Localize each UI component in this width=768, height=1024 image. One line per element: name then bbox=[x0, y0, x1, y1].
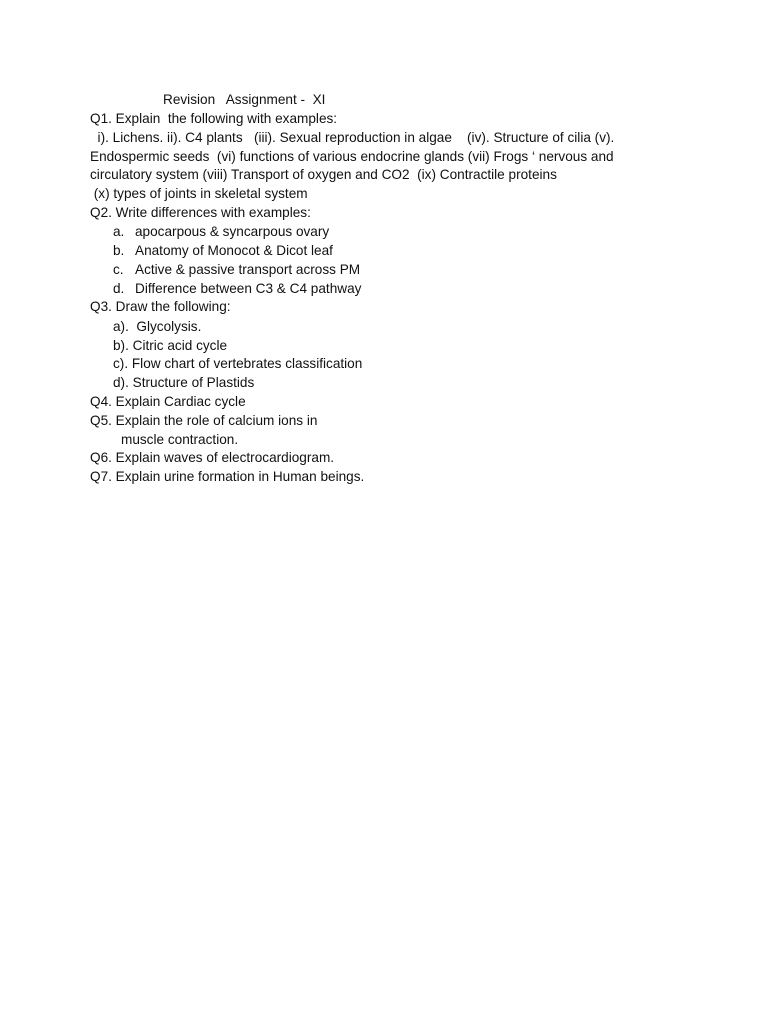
q2-item-marker: d. bbox=[113, 281, 125, 296]
q1-line-3: circulatory system (viii) Transport of oxygen and CO2 (ix) Contractile proteins bbox=[90, 167, 557, 182]
q2-item-text: apocarpous & syncarpous ovary bbox=[135, 224, 330, 239]
q3-item: a). Glycolysis. bbox=[113, 319, 202, 334]
document-title: Revision Assignment - XI bbox=[163, 92, 326, 107]
q2-heading: Q2. Write differences with examples: bbox=[90, 205, 311, 220]
q2-item-marker: b. bbox=[113, 243, 125, 258]
q1-line-2: Endospermic seeds (vi) functions of various endocrine glands (vii) Frogs ‘ nervous and bbox=[90, 149, 614, 164]
q3-item: d). Structure of Plastids bbox=[113, 375, 255, 390]
q7-line: Q7. Explain urine formation in Human beings. bbox=[90, 469, 365, 484]
q5-line-2: muscle contraction. bbox=[121, 432, 239, 447]
q2-item-text: Anatomy of Monocot & Dicot leaf bbox=[135, 243, 333, 258]
q3-item: b). Citric acid cycle bbox=[113, 338, 228, 353]
q1-heading: Q1. Explain the following with examples: bbox=[90, 111, 338, 126]
q2-item-marker: c. bbox=[113, 262, 124, 277]
q4-line: Q4. Explain Cardiac cycle bbox=[90, 394, 246, 409]
q2-item-text: Difference between C3 & C4 pathway bbox=[135, 281, 362, 296]
q2-item-marker: a. bbox=[113, 224, 125, 239]
q3-heading: Q3. Draw the following: bbox=[90, 299, 231, 314]
q1-line-1: i). Lichens. ii). C4 plants (iii). Sexual reproduction in algae (iv). Structure of cilia (v). bbox=[90, 130, 615, 145]
q3-item: c). Flow chart of vertebrates classification bbox=[113, 356, 363, 371]
q6-line: Q6. Explain waves of electrocardiogram. bbox=[90, 450, 335, 465]
q5-line-1: Q5. Explain the role of calcium ions in bbox=[90, 413, 318, 428]
q2-item-text: Active & passive transport across PM bbox=[135, 262, 361, 277]
q1-line-4: (x) types of joints in skeletal system bbox=[90, 186, 308, 201]
